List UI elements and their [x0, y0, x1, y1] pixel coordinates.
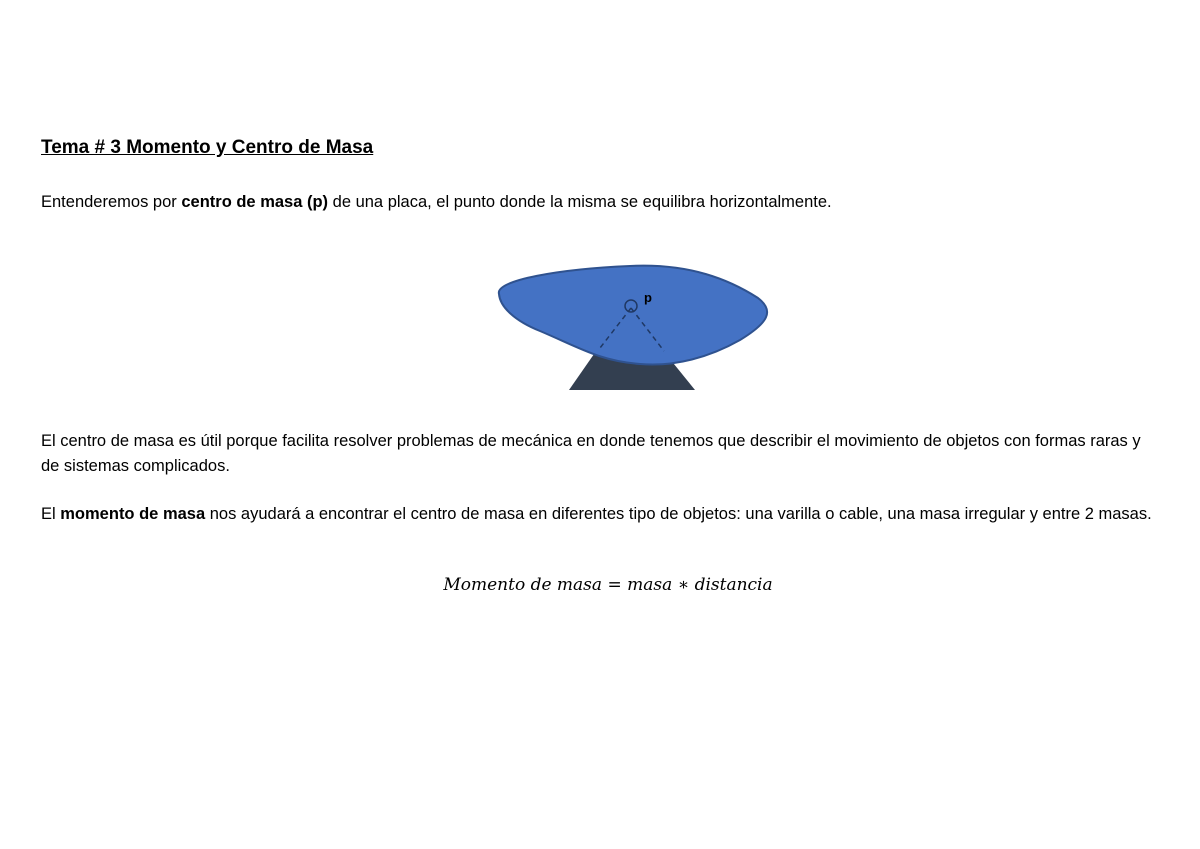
- irregular-plate: [499, 266, 767, 365]
- paragraph-definition-text-end: de una placa, el punto donde la misma se equilibra horizontalmente.: [328, 193, 832, 211]
- moment-formula: Momento de masa = masa ∗ distancia: [443, 575, 773, 595]
- term-centro-de-masa: centro de masa (p): [181, 193, 329, 211]
- center-point-label: p: [644, 290, 652, 305]
- plate-balance-diagram: [490, 245, 780, 395]
- paragraph-definition: [41, 190, 832, 215]
- page-title: Tema # 3 Momento y Centro de Masa: [41, 137, 374, 158]
- paragraph-moment: [41, 502, 1161, 527]
- paragraph-usefulness: El centro de masa es útil porque facilita resolver problemas de mecánica en donde tenemos que describir el movimiento de objetos con formas raras y de sistemas complicados.: [41, 432, 1141, 475]
- paragraph-moment-text-start: El: [41, 505, 61, 523]
- center-of-mass-figure: [490, 245, 780, 395]
- paragraph-moment-text-end: nos ayudará a encontrar el centro de masa en diferentes tipo de objetos: una varilla o cable, una masa irregular y entre 2 masas.: [205, 505, 1152, 523]
- term-momento-de-masa: momento de masa: [60, 505, 206, 523]
- paragraph-definition-text-start: Entenderemos por: [41, 193, 182, 211]
